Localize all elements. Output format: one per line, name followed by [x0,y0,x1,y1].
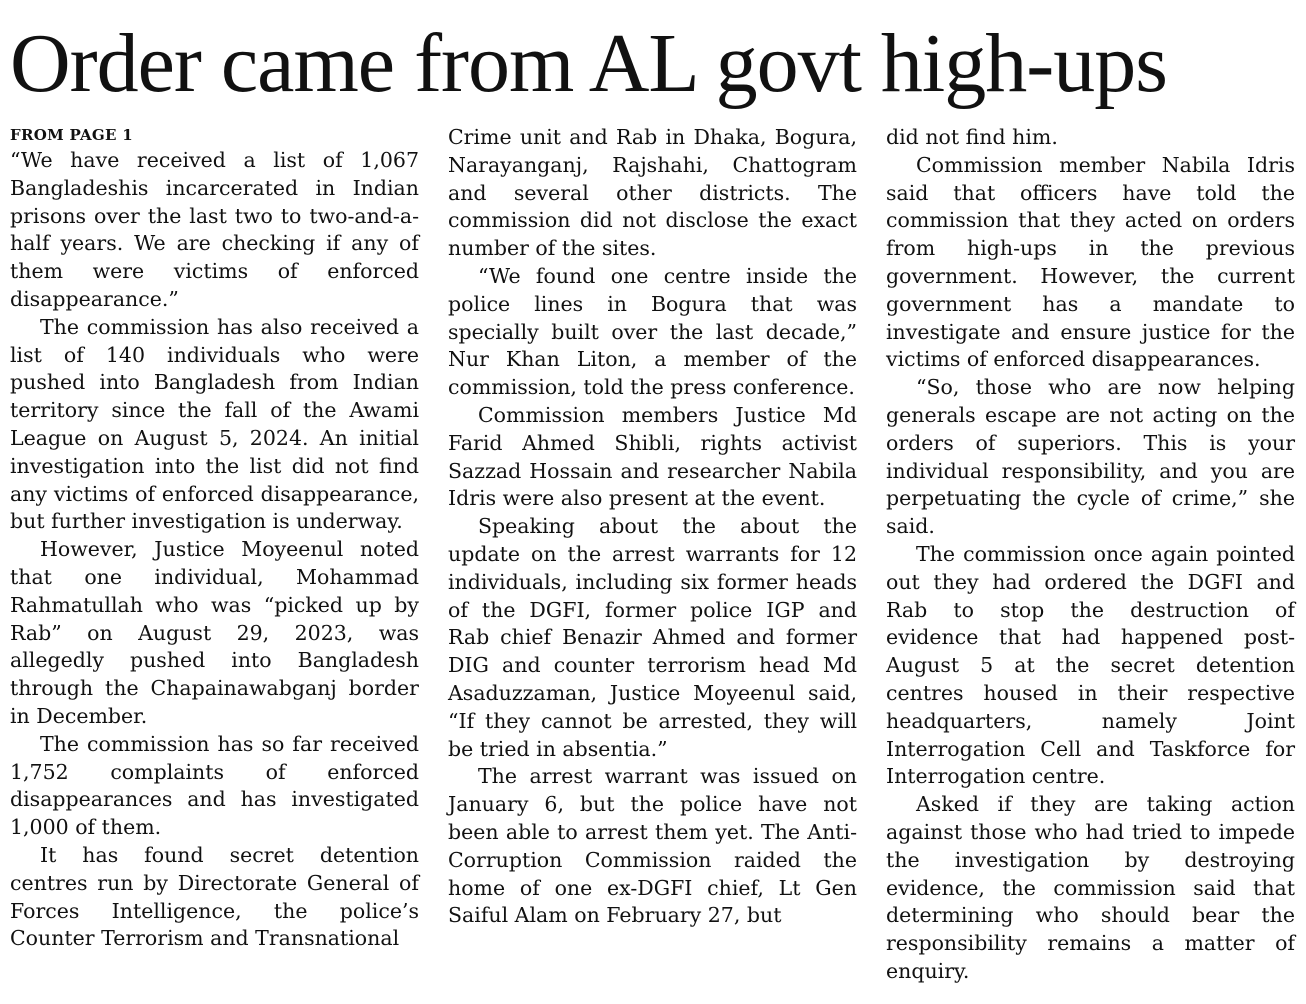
paragraph: The arrest warrant was issued on January 6, but the police have not been able to arrest them yet. The Anti-Corruption Commission raided the home of one ex-DGFI chief, Lt Gen Saiful Alam on February 27, but [448,764,857,928]
paragraph: However, Justice Moyeenul noted that one individual, Mohammad Rahmatullah who was “picked up by Rab” on August 29, 2023, was allegedly pushed into Bangladesh through the Chapainawabganj border in December. [10,537,419,728]
article-column-1 [10,124,419,953]
paragraph: Speaking about the about the update on the arrest warrants for 12 individuals, including six former heads of the DGFI, former police IGP and Rab chief Benazir Ahmed and former DIG and counter terrorism head Md Asaduzzaman, Justice Moyeenul said, “If they cannot be arrested, they will be tried in absentia.” [448,514,857,761]
paragraph: Crime unit and Rab in Dhaka, Bogura, Narayanganj, Rajshahi, Chattogram and several other districts. The commission did not disclose the exact number of the sites. [448,125,857,261]
paragraph: Commission member Nabila Idris said that officers have told the commission that they acted on orders from high-ups in the previous government. However, the current government has a mandate to investigate and ensure justice for the victims of enforced disappearances. [886,152,1295,372]
paragraph: Commission members Justice Md Farid Ahmed Shibli, rights activist Sazzad Hossain and researcher Nabila Idris were also present at the event. [448,402,857,511]
paragraph: “We have received a list of 1,067 Bangladeshis incarcerated in Indian prisons over the last two to two-and-a-half years. We are checking if any of them were victims of enforced disappearance.” [10,148,419,311]
paragraph: “We found one centre inside the police lines in Bogura that was specially built over the last decade,” Nur Khan Liton, a member of the commission, told the press conference. [448,263,857,400]
headline: Order came from AL govt high-ups [10,17,1167,110]
article-column-3 [886,124,1295,986]
paragraph: It has found secret detention centres run by Directorate General of Forces Intelligence, the police’s Counter Terrorism and Transnational [10,842,419,951]
paragraph: The commission once again pointed out they had ordered the DGFI and Rab to stop the destruction of evidence that had happened post-August 5 at the secret detention centres housed in their respective headquarters, namely Joint Interrogation Cell and Taskforce for Interrogation centre. [886,541,1295,789]
paragraph: did not find him. [886,125,1058,149]
paragraph: The commission has so far received 1,752 complaints of enforced disappearances and has investigated 1,000 of them. [10,731,419,840]
article-column-2 [448,124,857,930]
paragraph: The commission has also received a list of 140 individuals who were pushed into Bangladesh from Indian territory since the fall of the Awami League on August 5, 2024. An initial investigation into the list did not find any victims of enforced disappearance, but further investigation is underway. [10,314,419,534]
paragraph: Asked if they are taking action against those who had tried to impede the investigation by destroying evidence, the commission said that determining who should bear the responsibility remains a matter of enquiry. [886,792,1295,983]
kicker-from-page-1: FROM PAGE 1 [10,126,134,144]
paragraph: “So, those who are now helping generals escape are not acting on the orders of superiors. This is your individual responsibility, and you are perpetuating the cycle of crime,” she said. [886,375,1295,539]
